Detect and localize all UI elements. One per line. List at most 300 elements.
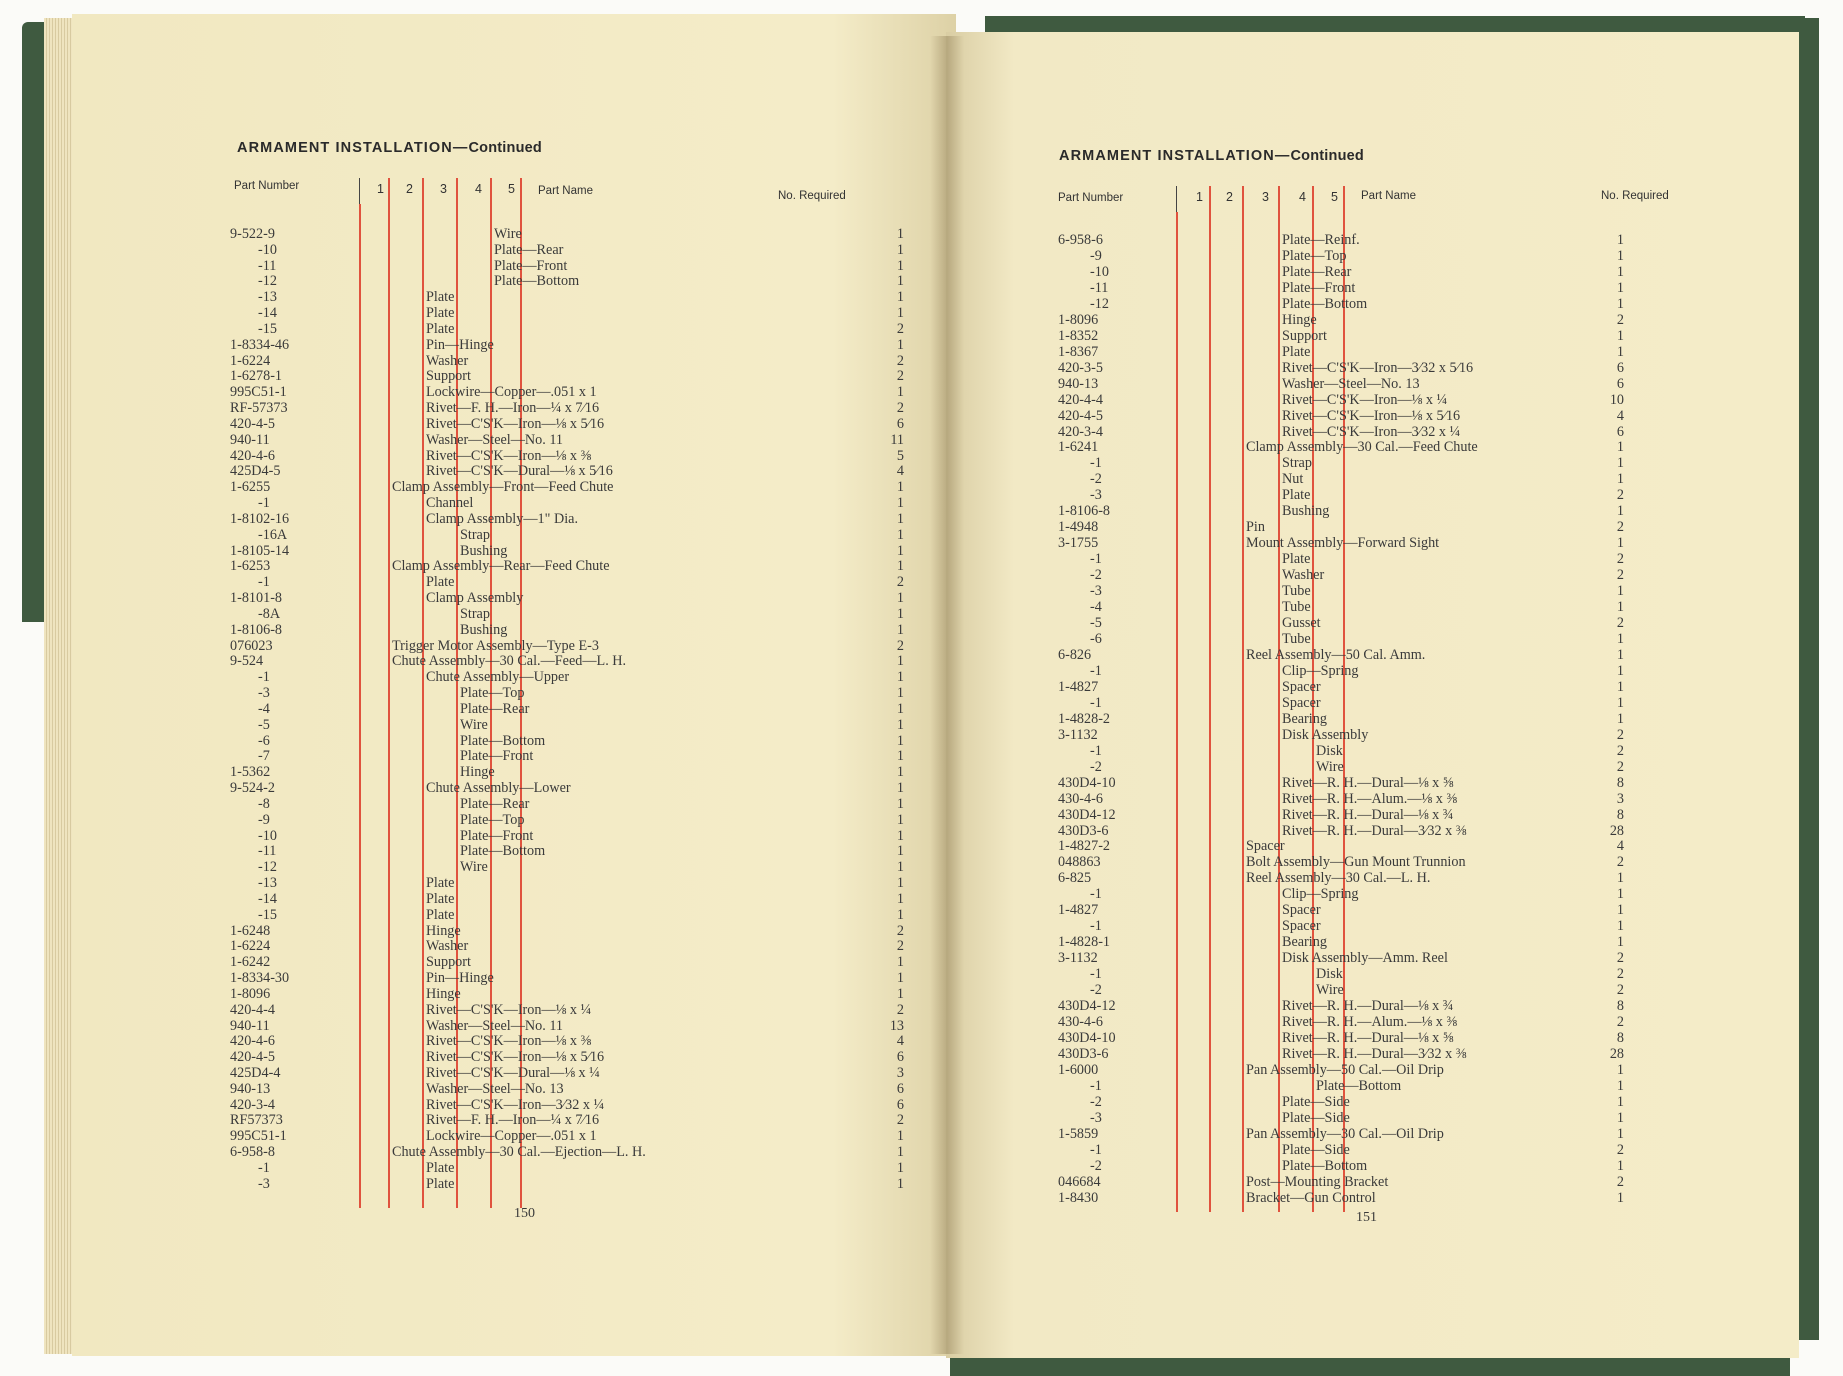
table-row <box>946 248 1799 264</box>
part-name: Plate <box>1282 551 1311 568</box>
quantity-required: 10 <box>1609 391 1624 408</box>
table-row <box>946 886 1799 902</box>
part-number: -10 <box>258 827 277 844</box>
part-name: Plate—Bottom <box>1316 1077 1402 1094</box>
table-row <box>946 743 1799 759</box>
part-number: RF-57373 <box>230 400 288 417</box>
part-number: 1-8096 <box>230 985 271 1002</box>
part-number: -12 <box>258 273 277 290</box>
part-number: -1 <box>1090 455 1102 472</box>
part-number: 940-11 <box>230 431 270 448</box>
quantity-required: 1 <box>1616 1157 1624 1174</box>
part-name: Pin—Hinge <box>426 336 494 353</box>
table-row <box>946 950 1799 966</box>
part-name: Washer—Steel—No. 13 <box>1282 375 1420 392</box>
page-heading: ARMAMENT INSTALLATION—Continued <box>1059 148 1364 164</box>
part-number: -3 <box>1090 1109 1102 1126</box>
part-number: 425D4-5 <box>230 463 281 480</box>
part-number: 1-4827 <box>1058 678 1099 695</box>
table-row <box>72 305 956 321</box>
part-name: Chute Assembly—Upper <box>426 669 570 686</box>
quantity-required: 4 <box>896 463 904 480</box>
part-name: Rivet—R. H.—Alum.—⅛ x ⅜ <box>1282 790 1457 807</box>
part-number: 430-4-6 <box>1058 1014 1103 1031</box>
table-row <box>72 574 956 590</box>
part-number: 430D3-6 <box>1058 1045 1109 1062</box>
left-page <box>72 14 956 1356</box>
part-number: 420-4-6 <box>230 447 275 464</box>
table-row <box>946 408 1799 424</box>
part-name: Bearing <box>1282 934 1327 951</box>
part-number: -1 <box>1090 1077 1102 1094</box>
table-row <box>946 232 1799 248</box>
table-row <box>72 653 956 669</box>
part-name: Mount Assembly—Forward Sight <box>1246 535 1440 552</box>
part-name: Rivet—C'S'K—Iron—⅛ x 5⁄16 <box>426 415 605 432</box>
table-row <box>946 982 1799 998</box>
part-name: Nut <box>1282 471 1304 488</box>
quantity-required: 1 <box>1616 710 1624 727</box>
part-number: -15 <box>258 906 277 923</box>
quantity-required: 1 <box>896 1175 904 1192</box>
quantity-required: 8 <box>1616 806 1624 823</box>
part-name: Plate—Bottom <box>1282 295 1368 312</box>
part-name: Clamp Assembly—Front—Feed Chute <box>392 479 614 496</box>
quantity-required: 2 <box>896 1112 904 1129</box>
quantity-required: 6 <box>1616 375 1624 392</box>
part-number: 425D4-4 <box>230 1064 281 1081</box>
table-row <box>946 424 1799 440</box>
part-number: -1 <box>1090 1141 1102 1158</box>
quantity-required: 1 <box>1616 599 1624 616</box>
part-number: 420-4-4 <box>1058 391 1103 408</box>
table-row <box>72 479 956 495</box>
part-name: Strap <box>460 526 490 543</box>
quantity-required: 1 <box>1616 1109 1624 1126</box>
part-name: Bushing <box>460 621 508 638</box>
quantity-required: 8 <box>1616 774 1624 791</box>
table-row <box>72 875 956 891</box>
quantity-required: 1 <box>896 479 904 496</box>
table-row <box>72 495 956 511</box>
part-name: Plate—Bottom <box>460 732 546 749</box>
quantity-required: 4 <box>1616 838 1624 855</box>
table-row <box>72 558 956 574</box>
quantity-required: 2 <box>1616 1141 1624 1158</box>
table-row <box>72 1018 956 1034</box>
quantity-required: 1 <box>1616 247 1624 264</box>
part-name: Plate—Front <box>1282 279 1356 296</box>
part-number: -15 <box>258 320 277 337</box>
quantity-required: 1 <box>896 590 904 607</box>
table-row <box>946 1158 1799 1174</box>
quantity-required: 6 <box>896 415 904 432</box>
part-number: 430D4-12 <box>1058 998 1116 1015</box>
part-number: -6 <box>1090 631 1102 647</box>
part-number: -4 <box>258 700 270 717</box>
quantity-required: 1 <box>1616 886 1624 903</box>
table-row <box>946 711 1799 727</box>
table-row <box>946 727 1799 743</box>
part-number: 9-524-2 <box>230 780 275 797</box>
table-row <box>72 828 956 844</box>
table-row <box>946 902 1799 918</box>
quantity-required: 1 <box>1616 343 1624 360</box>
part-number: 3-1755 <box>1058 535 1099 552</box>
table-row <box>72 353 956 369</box>
quantity-required: 2 <box>1616 742 1624 759</box>
part-number: -1 <box>1090 886 1102 903</box>
part-name: Plate—Reinf. <box>1282 232 1360 248</box>
part-number: 6-958-6 <box>1058 232 1103 248</box>
table-row <box>946 838 1799 854</box>
table-row <box>72 859 956 875</box>
part-name: Pan Assembly—50 Cal.—Oil Drip <box>1246 1061 1444 1078</box>
part-name: Washer <box>426 938 469 955</box>
part-name: Plate <box>1282 343 1311 360</box>
part-number: -3 <box>1090 487 1102 504</box>
part-name: Pan Assembly—30 Cal.—Oil Drip <box>1246 1125 1444 1142</box>
part-name: Washer <box>1282 567 1325 584</box>
part-name: Rivet—R. H.—Alum.—⅛ x ⅜ <box>1282 1014 1457 1031</box>
quantity-required: 3 <box>896 1064 904 1081</box>
part-number: 1-6224 <box>230 352 271 369</box>
quantity-required: 6 <box>1616 423 1624 440</box>
quantity-required: 1 <box>896 336 904 353</box>
part-name: Plate—Rear <box>460 700 530 717</box>
part-name: Plate—Bottom <box>460 843 546 860</box>
quantity-required: 1 <box>1616 1093 1624 1110</box>
table-row <box>72 843 956 859</box>
quantity-required: 1 <box>896 226 904 242</box>
table-row <box>72 970 956 986</box>
part-number: -6 <box>258 732 270 749</box>
quantity-required: 2 <box>1616 966 1624 983</box>
part-number: -11 <box>1090 279 1109 296</box>
part-number: 1-6224 <box>230 938 271 955</box>
part-number: -3 <box>258 1175 270 1192</box>
part-number: 430-4-6 <box>1058 790 1103 807</box>
part-name: Plate—Rear <box>494 241 564 258</box>
quantity-required: 2 <box>1616 1014 1624 1031</box>
part-number: 3-1132 <box>1058 726 1098 743</box>
table-row <box>946 679 1799 695</box>
quantity-required: 1 <box>1616 918 1624 935</box>
quantity-required: 2 <box>1616 758 1624 775</box>
part-name: Channel <box>426 495 474 512</box>
quantity-required: 1 <box>896 653 904 670</box>
column-5-header: 5 <box>1331 190 1338 204</box>
part-number: 6-825 <box>1058 870 1092 887</box>
part-name: Spacer <box>1282 694 1321 711</box>
table-row <box>72 701 956 717</box>
part-name: Rivet—C'S'K—Dural—⅛ x 5⁄16 <box>426 463 613 480</box>
quantity-required: 2 <box>896 922 904 939</box>
page-number: 150 <box>514 1206 535 1221</box>
part-name: Reel Assembly—50 Cal. Amm. <box>1246 646 1426 663</box>
quantity-required: 1 <box>896 669 904 686</box>
part-name: Rivet—C'S'K—Dural—⅛ x ¼ <box>426 1064 600 1081</box>
part-name: Chute Assembly—30 Cal.—Feed—L. H. <box>392 653 627 670</box>
part-number: -16A <box>258 526 288 543</box>
part-name: Washer—Steel—No. 13 <box>426 1080 564 1097</box>
quantity-required: 1 <box>896 780 904 797</box>
table-row <box>946 599 1799 615</box>
part-number: -12 <box>1090 295 1109 312</box>
table-row <box>946 695 1799 711</box>
table-row <box>72 907 956 923</box>
part-number: 420-4-5 <box>1058 407 1103 424</box>
table-row <box>946 360 1799 376</box>
part-number: 1-6241 <box>1058 439 1099 456</box>
quantity-required: 2 <box>1616 567 1624 584</box>
table-row <box>946 471 1799 487</box>
part-name: Reel Assembly—30 Cal.—L. H. <box>1246 870 1431 887</box>
quantity-required: 1 <box>1616 902 1624 919</box>
part-name: Washer—Steel—No. 11 <box>426 431 564 448</box>
quantity-required: 6 <box>1616 359 1624 376</box>
quantity-required: 1 <box>1616 678 1624 695</box>
part-number: -2 <box>1090 1157 1102 1174</box>
quantity-required: 2 <box>1616 950 1624 967</box>
table-row <box>946 966 1799 982</box>
table-row <box>946 1078 1799 1094</box>
quantity-required: 1 <box>1616 662 1624 679</box>
book-gutter <box>930 36 964 1354</box>
part-number: 046684 <box>1058 1173 1101 1190</box>
quantity-required: 6 <box>896 1096 904 1113</box>
quantity-required: 1 <box>1616 535 1624 552</box>
part-name: Disk Assembly <box>1282 726 1369 743</box>
part-number: 1-8430 <box>1058 1189 1099 1206</box>
part-name: Hinge <box>1282 311 1317 328</box>
table-row <box>946 1110 1799 1126</box>
table-row <box>946 344 1799 360</box>
part-number: 1-5362 <box>230 764 271 781</box>
quantity-required: 1 <box>896 716 904 733</box>
part-number: -8A <box>258 605 281 622</box>
part-number: 420-4-5 <box>230 415 275 432</box>
table-row <box>72 1097 956 1113</box>
part-name: Clamp Assembly—Rear—Feed Chute <box>392 558 610 575</box>
column-4-header: 4 <box>1299 190 1306 204</box>
quantity-required: 1 <box>1616 694 1624 711</box>
table-row <box>946 775 1799 791</box>
part-number: 048863 <box>1058 854 1101 871</box>
part-number: 940-13 <box>230 1080 271 1097</box>
part-number: 1-8367 <box>1058 343 1099 360</box>
part-name: Rivet—C'S'K—Iron—3⁄32 x ¼ <box>426 1096 605 1113</box>
table-row <box>946 328 1799 344</box>
part-name: Plate <box>426 574 455 591</box>
table-row <box>72 748 956 764</box>
part-number: 6-826 <box>1058 646 1092 663</box>
table-row <box>72 954 956 970</box>
quantity-required: 5 <box>896 447 904 464</box>
table-row <box>72 796 956 812</box>
table-row <box>946 870 1799 886</box>
part-number: -10 <box>1090 263 1109 280</box>
part-name: Wire <box>1316 758 1344 775</box>
part-number: 420-3-5 <box>1058 359 1103 376</box>
part-number: RF57373 <box>230 1112 283 1129</box>
part-name: Plate <box>426 305 455 322</box>
part-number: -1 <box>1090 551 1102 568</box>
table-row <box>946 280 1799 296</box>
quantity-required: 1 <box>1616 279 1624 296</box>
part-name: Rivet—C'S'K—Iron—⅛ x ⅜ <box>426 447 592 464</box>
part-name: Wire <box>460 859 488 876</box>
part-number: -11 <box>258 257 277 274</box>
table-row <box>72 923 956 939</box>
page-number: 151 <box>1356 1210 1377 1225</box>
quantity-required: 1 <box>1616 327 1624 344</box>
part-name: Plate—Front <box>460 827 534 844</box>
part-name: Bolt Assembly—Gun Mount Trunnion <box>1246 854 1466 871</box>
part-number: -7 <box>258 748 270 765</box>
part-name: Plate <box>426 1159 455 1176</box>
quantity-required: 4 <box>1616 407 1624 424</box>
quantity-required: 1 <box>896 764 904 781</box>
part-number: 1-8101-8 <box>230 590 283 607</box>
part-number: -1 <box>258 574 270 591</box>
quantity-required: 1 <box>896 890 904 907</box>
quantity-required: 1 <box>896 748 904 765</box>
quantity-required: 2 <box>896 637 904 654</box>
table-row <box>72 764 956 780</box>
part-name: Wire <box>494 226 522 242</box>
part-number: -9 <box>258 811 270 828</box>
part-number: 1-6248 <box>230 922 271 939</box>
quantity-required: 28 <box>1609 1045 1624 1062</box>
table-row <box>946 1014 1799 1030</box>
quantity-required: 1 <box>1616 1061 1624 1078</box>
part-number: -13 <box>258 875 277 892</box>
part-number: 430D4-10 <box>1058 774 1116 791</box>
part-name: Bushing <box>460 542 508 559</box>
quantity-required: 1 <box>1616 1189 1624 1206</box>
table-row <box>72 289 956 305</box>
table-row <box>946 551 1799 567</box>
part-name: Strap <box>460 605 490 622</box>
part-name: Support <box>1282 327 1327 344</box>
table-row <box>946 918 1799 934</box>
table-row <box>72 986 956 1002</box>
part-name: Plate—Top <box>460 811 525 828</box>
table-row <box>946 264 1799 280</box>
quantity-required: 1 <box>1616 1125 1624 1142</box>
part-name: Plate <box>1282 487 1311 504</box>
part-number: -1 <box>258 1159 270 1176</box>
table-row <box>946 1046 1799 1062</box>
quantity-required: 1 <box>896 875 904 892</box>
table-row <box>72 669 956 685</box>
table-row <box>946 934 1799 950</box>
column-1-header: 1 <box>377 182 384 196</box>
table-row <box>72 258 956 274</box>
table-row <box>72 733 956 749</box>
part-number: 076023 <box>230 637 273 654</box>
table-row <box>946 583 1799 599</box>
part-name: Tube <box>1282 583 1311 600</box>
part-number: 1-8102-16 <box>230 510 290 527</box>
quantity-required: 1 <box>1616 503 1624 520</box>
right-page <box>946 32 1799 1358</box>
table-row <box>72 717 956 733</box>
quantity-required: 1 <box>1616 471 1624 488</box>
part-name: Support <box>426 954 471 971</box>
part-name: Plate—Side <box>1282 1141 1350 1158</box>
part-name: Support <box>426 368 471 385</box>
quantity-required: 6 <box>896 1080 904 1097</box>
part-number: -1 <box>1090 742 1102 759</box>
table-row <box>72 622 956 638</box>
part-name: Wire <box>460 716 488 733</box>
part-number: 9-524 <box>230 653 264 670</box>
part-name: Plate—Side <box>1282 1109 1350 1126</box>
table-row <box>72 337 956 353</box>
quantity-required: 2 <box>1616 519 1624 536</box>
part-number: 9-522-9 <box>230 226 275 242</box>
quantity-required: 1 <box>896 795 904 812</box>
part-number: -3 <box>258 685 270 702</box>
part-name: Plate—Bottom <box>1282 1157 1368 1174</box>
quantity-required: 2 <box>896 1001 904 1018</box>
part-name: Disk <box>1316 742 1343 759</box>
column-4-header: 4 <box>475 182 482 196</box>
quantity-required: 1 <box>896 542 904 559</box>
quantity-required: 2 <box>896 400 904 417</box>
quantity-required: 1 <box>1616 1077 1624 1094</box>
quantity-required: 1 <box>896 1159 904 1176</box>
quantity-required: 6 <box>896 1049 904 1066</box>
quantity-required: 1 <box>1616 439 1624 456</box>
quantity-required: 1 <box>896 495 904 512</box>
table-row <box>72 812 956 828</box>
part-number: 940-13 <box>1058 375 1099 392</box>
part-name: Clamp Assembly—1" Dia. <box>426 510 578 527</box>
table-row <box>72 511 956 527</box>
part-name: Bushing <box>1282 503 1330 520</box>
part-number-header: Part Number <box>1058 192 1124 204</box>
part-name: Washer <box>426 352 469 369</box>
table-row <box>946 392 1799 408</box>
part-number: 6-958-8 <box>230 1144 275 1161</box>
table-row <box>72 416 956 432</box>
table-row <box>72 606 956 622</box>
part-name: Plate <box>426 890 455 907</box>
quantity-required: 1 <box>896 241 904 258</box>
part-name: Rivet—R. H.—Dural—3⁄32 x ⅜ <box>1282 822 1467 839</box>
part-number: -1 <box>1090 662 1102 679</box>
part-number: -1 <box>1090 694 1102 711</box>
quantity-required: 4 <box>896 1033 904 1050</box>
part-name: Post—Mounting Bracket <box>1246 1173 1389 1190</box>
table-row <box>72 1128 956 1144</box>
part-number: -8 <box>258 795 270 812</box>
part-name: Plate—Front <box>460 748 534 765</box>
quantity-required: 1 <box>1616 646 1624 663</box>
quantity-required: 3 <box>1616 790 1624 807</box>
quantity-required: 1 <box>896 732 904 749</box>
quantity-required: 1 <box>896 289 904 306</box>
part-number: 3-1132 <box>1058 950 1098 967</box>
part-number: -10 <box>258 241 277 258</box>
table-row <box>72 400 956 416</box>
part-name: Lockwire—Copper—.051 x 1 <box>426 1128 597 1145</box>
part-name: Plate—Bottom <box>494 273 580 290</box>
part-name: Hinge <box>426 985 461 1002</box>
